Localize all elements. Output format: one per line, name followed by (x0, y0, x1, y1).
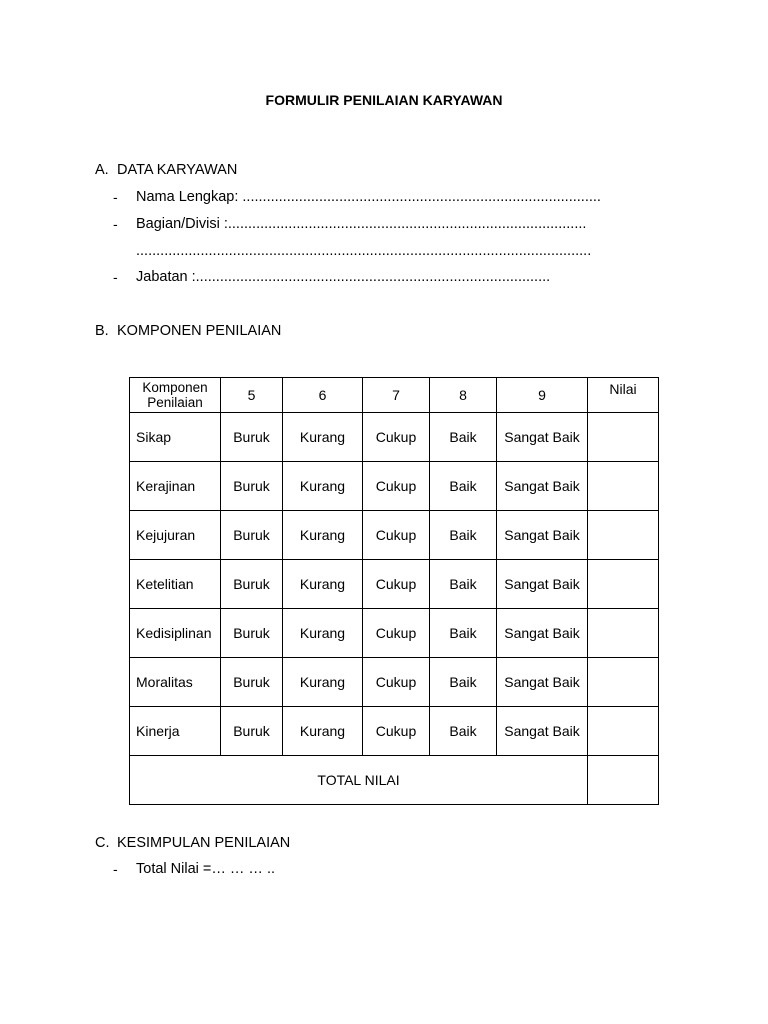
cell-sangat-baik: Sangat Baik (497, 658, 588, 707)
cell-baik: Baik (430, 511, 497, 560)
field-jabatan: Jabatan :........................................................................................ (136, 269, 551, 285)
table-row (130, 413, 659, 462)
total-nilai-label: TOTAL NILAI (130, 756, 588, 805)
row-label: Moralitas (130, 658, 221, 707)
cell-buruk: Buruk (221, 462, 283, 511)
cell-buruk: Buruk (221, 413, 283, 462)
cell-kurang: Kurang (283, 462, 363, 511)
cell-sangat-baik: Sangat Baik (497, 609, 588, 658)
table-row (130, 511, 659, 560)
total-nilai-line: Total Nilai =… … … .. (136, 861, 275, 877)
cell-sangat-baik: Sangat Baik (497, 462, 588, 511)
header-score-6: 6 (283, 378, 363, 413)
cell-buruk: Buruk (221, 609, 283, 658)
row-label: Sikap (130, 413, 221, 462)
cell-baik: Baik (430, 560, 497, 609)
cell-nilai-input[interactable] (588, 511, 659, 560)
cell-kurang: Kurang (283, 707, 363, 756)
cell-kurang: Kurang (283, 609, 363, 658)
cell-nilai-input[interactable] (588, 609, 659, 658)
cell-sangat-baik: Sangat Baik (497, 707, 588, 756)
cell-buruk: Buruk (221, 560, 283, 609)
cell-nilai-input[interactable] (588, 560, 659, 609)
table-row (130, 707, 659, 756)
section-c-title: KESIMPULAN PENILAIAN (117, 835, 291, 851)
cell-nilai-input[interactable] (588, 413, 659, 462)
header-komponen: Komponen (142, 380, 208, 395)
cell-baik: Baik (430, 707, 497, 756)
cell-kurang: Kurang (283, 413, 363, 462)
header-score-5: 5 (221, 378, 283, 413)
section-c-letter: C. (95, 835, 110, 851)
cell-kurang: Kurang (283, 658, 363, 707)
cell-cukup: Cukup (363, 560, 430, 609)
section-b-letter: B. (95, 323, 109, 339)
cell-kurang: Kurang (283, 560, 363, 609)
cell-sangat-baik: Sangat Baik (497, 511, 588, 560)
assessment-table (129, 377, 659, 805)
cell-kurang: Kurang (283, 511, 363, 560)
row-label: Kedisiplinan (130, 609, 221, 658)
section-b-heading (95, 323, 281, 339)
section-a-heading (95, 162, 237, 178)
table-row (130, 658, 659, 707)
form-title: FORMULIR PENILAIAN KARYAWAN (265, 92, 503, 108)
cell-cukup: Cukup (363, 462, 430, 511)
field-bagian-divisi-continued: ................................................................................................................. (136, 243, 592, 259)
cell-baik: Baik (430, 462, 497, 511)
cell-buruk: Buruk (221, 658, 283, 707)
section-a-title: DATA KARYAWAN (117, 162, 238, 178)
cell-nilai-input[interactable] (588, 658, 659, 707)
cell-cukup: Cukup (363, 707, 430, 756)
field-dash: - (113, 189, 118, 205)
cell-baik: Baik (430, 609, 497, 658)
row-label: Kinerja (130, 707, 221, 756)
header-komponen-penilaian (130, 378, 221, 413)
header-nilai: Nilai (588, 378, 659, 413)
field-dash: - (113, 216, 118, 232)
field-bagian-divisi: Bagian/Divisi :......................................................................................... (136, 216, 587, 232)
total-nilai-input[interactable] (588, 756, 659, 805)
section-c-heading (95, 835, 290, 851)
cell-cukup: Cukup (363, 511, 430, 560)
section-a-letter: A. (95, 162, 109, 178)
table-row (130, 609, 659, 658)
section-b-title: KOMPONEN PENILAIAN (117, 323, 282, 339)
row-label: Kejujuran (130, 511, 221, 560)
cell-cukup: Cukup (363, 609, 430, 658)
table-total-row (130, 756, 659, 805)
cell-cukup: Cukup (363, 658, 430, 707)
header-score-8: 8 (430, 378, 497, 413)
row-label: Ketelitian (130, 560, 221, 609)
table-header-row (130, 378, 659, 413)
table-row (130, 462, 659, 511)
cell-nilai-input[interactable] (588, 462, 659, 511)
cell-cukup: Cukup (363, 413, 430, 462)
header-score-7: 7 (363, 378, 430, 413)
cell-buruk: Buruk (221, 707, 283, 756)
cell-baik: Baik (430, 413, 497, 462)
table-row (130, 560, 659, 609)
header-score-9: 9 (497, 378, 588, 413)
cell-nilai-input[interactable] (588, 707, 659, 756)
field-nama-lengkap: Nama Lengkap: ......................................................................................... (136, 189, 601, 205)
cell-baik: Baik (430, 658, 497, 707)
header-penilaian: Penilaian (147, 395, 203, 410)
total-line-dash: - (113, 861, 118, 877)
row-label: Kerajinan (130, 462, 221, 511)
field-dash: - (113, 269, 118, 285)
cell-sangat-baik: Sangat Baik (497, 413, 588, 462)
cell-buruk: Buruk (221, 511, 283, 560)
cell-sangat-baik: Sangat Baik (497, 560, 588, 609)
